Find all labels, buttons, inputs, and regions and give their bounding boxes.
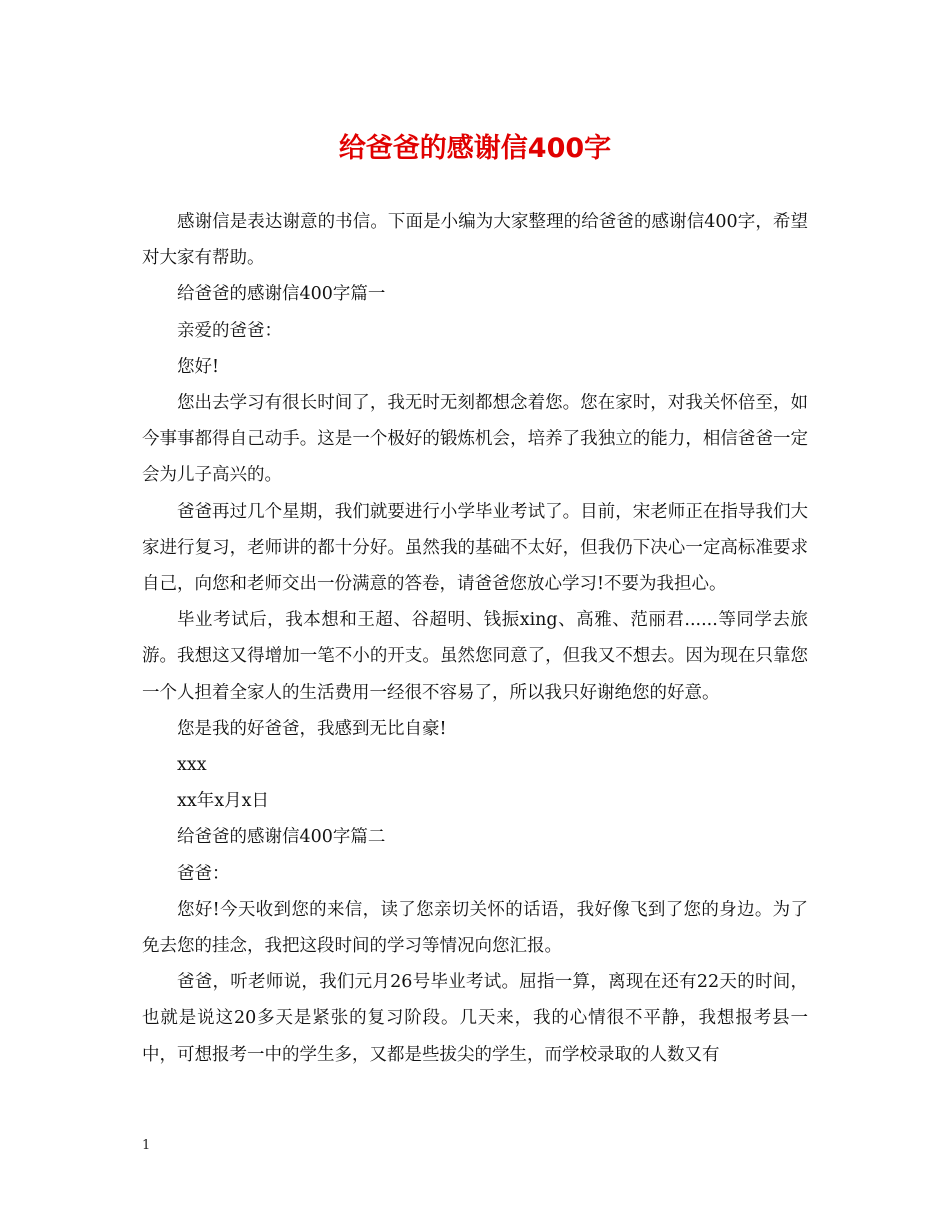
paragraph: 您好!今天收到您的来信，读了您亲切关怀的话语，我好像飞到了您的身边。为了免去您的挂念，我把这段时间的学习等情况向您汇报。 xyxy=(142,899,808,957)
section-heading-1: 给爸爸的感谢信400字篇一 xyxy=(177,284,386,305)
letter-greeting: 您好! xyxy=(177,356,220,377)
document-body xyxy=(142,204,808,1073)
paragraph: 毕业考试后，我本想和王超、谷超明、钱振xing、高雅、范丽君......等同学去旅游。我想这又得增加一笔不小的开支。虽然您同意了，但我又不想去。因为现在只靠您一个人担着全家人的生活费用一经很不容易了，所以我只好谢绝您的好意。 xyxy=(142,610,808,703)
section-heading-2: 给爸爸的感谢信400字篇二 xyxy=(177,827,386,848)
page-number: 1 xyxy=(142,1138,151,1153)
letter-salutation: 亲爱的爸爸： xyxy=(177,320,282,341)
paragraph: 您是我的好爸爸，我感到无比自豪! xyxy=(177,718,447,739)
page-title: 给爸爸的感谢信400字 xyxy=(338,133,612,164)
paragraph-intro: 感谢信是表达谢意的书信。下面是小编为大家整理的给爸爸的感谢信400字，希望对大家有帮助。 xyxy=(142,212,808,269)
letter-signature: xxx xyxy=(177,755,207,776)
letter-salutation: 爸爸： xyxy=(177,863,230,884)
paragraph: 爸爸，听老师说，我们元月26号毕业考试。屈指一算，离现在还有22天的时间，也就是说这20多天是紧张的复习阶段。几天来，我的心情很不平静，我想报考县一中，可想报考一中的学生多，又都是些拔尖的学生，而学校录取的人数又有 xyxy=(142,972,808,1065)
letter-date: xx年x月x日 xyxy=(177,791,269,812)
paragraph: 您出去学习有很长时间了，我无时无刻都想念着您。您在家时，对我关怀倍至，如今事事都得自己动手。这是一个极好的锻炼机会，培养了我独立的能力，相信爸爸一定会为儿子高兴的。 xyxy=(142,393,808,486)
paragraph: 爸爸再过几个星期，我们就要进行小学毕业考试了。目前，宋老师正在指导我们大家进行复习，老师讲的都十分好。虽然我的基础不太好，但我仍下决心一定高标准要求自己，向您和老师交出一份满意的答卷，请爸爸您放心学习!不要为我担心。 xyxy=(142,501,808,595)
